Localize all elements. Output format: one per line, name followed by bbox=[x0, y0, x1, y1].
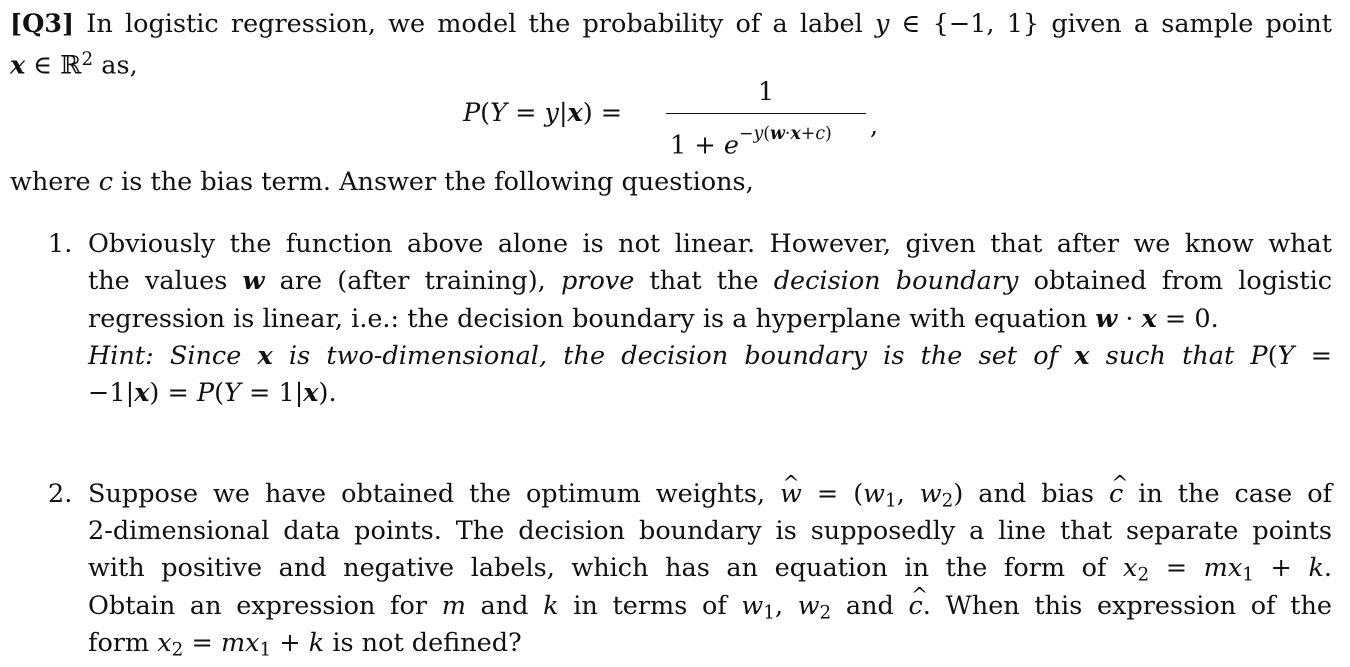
equation-denominator: $1 + e^{-y(w\cdot x+c)}$ bbox=[670, 124, 832, 161]
question-tag: [Q3] bbox=[10, 9, 75, 39]
item-2-line-5: form $x_2 = mx_1 + k$ is not defined? bbox=[88, 628, 522, 661]
item-1-hint-line-1: Hint: Since x is two-dimensional, the decision boundary is the set of x such that P(Y = bbox=[88, 341, 1332, 371]
item-2-number: 2. bbox=[48, 479, 73, 509]
after-equation-text: where c is the bias term. Answer the following questions, bbox=[10, 167, 754, 197]
question-intro-line-2: x ∈ ℝ$^2$ as, bbox=[10, 49, 138, 81]
equation-numerator: 1 bbox=[757, 77, 775, 107]
item-2-line-4: Obtain an expression for m and k in terms of $w_1$, $w_2$ and c ^. When this expression of the bbox=[88, 590, 1332, 630]
equation-lhs: P(Y = y|x) = bbox=[463, 98, 623, 128]
item-2-line-1: Suppose we have obtained the optimum weights, w ^ = ($w_1$, $w_2$) and bias c ^ in the case of bbox=[88, 478, 1332, 518]
item-2-line-2: 2-dimensional data points. The decision boundary is supposedly a line that separate points bbox=[88, 516, 1332, 546]
item-2-line-3: with positive and negative labels, which has an equation in the form of $x_2 = mx_1 + k$. bbox=[88, 553, 1333, 586]
fraction-bar bbox=[666, 113, 866, 114]
question-intro-line-1 bbox=[10, 8, 1332, 40]
item-1-line-2: the values w are (after training), prove that the decision boundary obtained from logistic bbox=[88, 266, 1333, 296]
item-1-hint-line-2: −1|x) = P(Y = 1|x). bbox=[88, 378, 337, 408]
item-1-line-1: Obviously the function above alone is not linear. However, given that after we know what bbox=[88, 229, 1332, 259]
equation-trailing-comma: , bbox=[870, 111, 879, 141]
item-1-line-3: regression is linear, i.e.: the decision boundary is a hyperplane with equation w · x = 0. bbox=[88, 304, 1219, 334]
equation-fraction bbox=[666, 76, 866, 161]
item-1-number: 1. bbox=[48, 229, 73, 259]
intro-text-1: In logistic regression, we model the probability of a label y ∈ {−1, 1} given a sample point bbox=[86, 9, 1332, 39]
